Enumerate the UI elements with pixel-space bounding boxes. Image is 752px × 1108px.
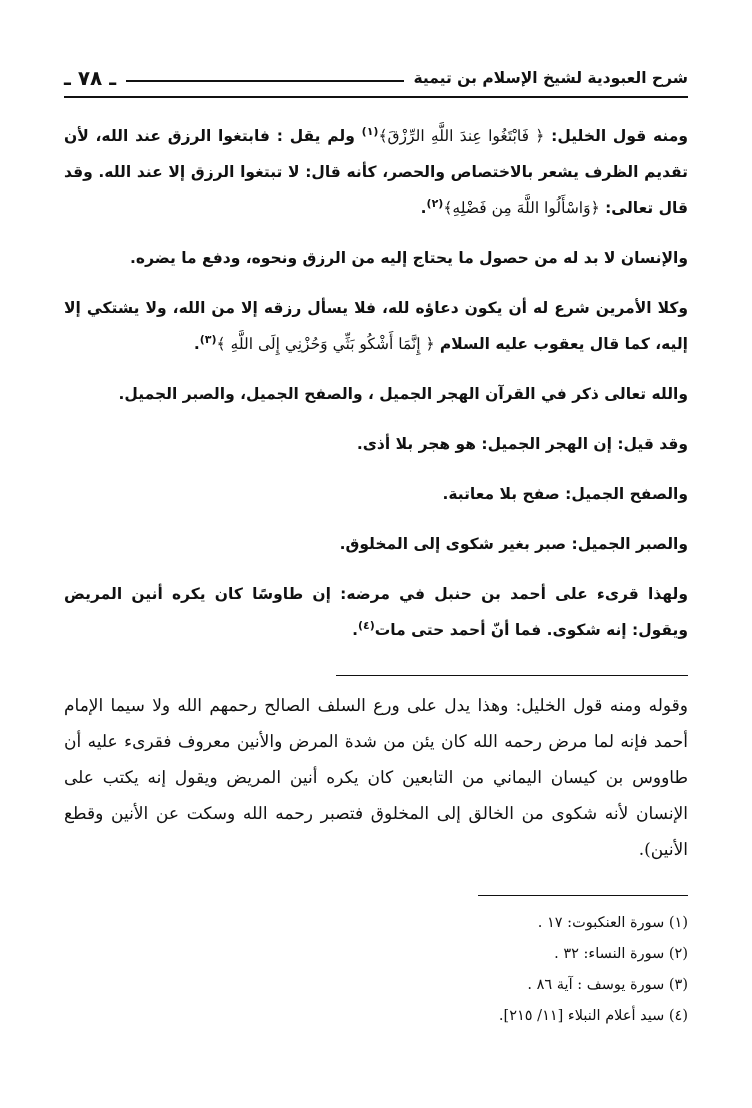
quran-quote: ﴿ فَابْتَغُوا عِندَ اللَّهِ الرِّزْقَ﴾ [378,127,545,145]
header-title: شرح العبودية لشيخ الإسلام بن تيمية [413,69,688,87]
running-header [64,56,688,100]
paragraph-4: والله تعالى ذكر في القرآن الهجر الجميل ، والصفح الجميل، والصبر الجميل. [118,385,688,403]
footnote-ref: (٤) [357,618,375,632]
page-number: ـ ٧٨ ـ [64,66,117,90]
paragraph-5: وقد قيل: إن الهجر الجميل: هو هجر بلا أذى. [356,435,688,453]
quran-quote: ﴿ إِنَّمَا أَشْكُو بَثِّي وَحُزْنِي إِلَى اللَّهِ ﴾ [216,335,435,353]
main-text [64,118,688,662]
quran-quote: ﴿وَاسْأَلُوا اللَّهَ مِن فَضْلِهِ﴾ [443,199,600,217]
commentary-separator [336,675,688,676]
footnote-ref: (١) [361,124,379,138]
paragraph-3: وكلا الأمرين شرع له أن يكون دعاؤه لله، فلا يسأل رزقه إلا من الله، ولا يشتكي إلا إليه، كما قال يعقوب عليه السلام ﴿ إِنَّمَا أَشْكُو بَثِّي وَحُزْنِي إِلَى اللَّهِ ﴾$^{(٣)}$. [64,299,688,353]
commentary-text [64,688,688,868]
footnote-4: (٤) سيد أعلام النبلاء [١١/ ٢١٥]. [498,1008,688,1024]
footnote-1: (١) سورة العنكبوت: ١٧ . [537,915,688,931]
paragraph-7: والصبر الجميل: صبر بغير شكوى إلى المخلوق. [339,535,688,553]
paragraph-8: ولهذا قرىء على أحمد بن حنبل في مرضه: إن طاوسًا كان يكره أنين المريض ويقول: إنه شكوى. فما أنّ أحمد حتى مات$^{(٤)}$. [64,585,688,639]
paragraph-2: والإنسان لا بد له من حصول ما يحتاج إليه من الرزق ونحوه، ودفع ما يضره. [130,249,688,267]
footnotes [64,908,688,1032]
footnote-ref: (٣) [199,332,217,346]
commentary-paragraph: وقوله ومنه قول الخليل: وهذا يدل على ورع السلف الصالح رحمهم الله ولا سيما الإمام أحمد فإنه لما مرض رحمه الله كان يئن من شدة المرض والأنين معروف فقرىء عليه أن طاووس بن كيسان اليماني من التابعين كان يكره أنين المريض ويقول إنه يكتب على الإنسان لأنه شكوى من الخالق إلى المخلوق فتصبر رحمه الله وسكت عن الأنين وقطع الأنين). [64,696,688,860]
footnote-ref: (٢) [426,196,444,210]
header-rule [64,96,688,98]
paragraph-1: ومنه قول الخليل: ﴿ فَابْتَغُوا عِندَ اللَّهِ الرِّزْقَ﴾$^{(١)}$ ولم يقل : فابتغوا الرزق عند الله، لأن تقديم الظرف يشعر بالاختصاص والحصر، كأنه قال: لا تبتغوا الرزق إلا عند الله. وقد قال تعالى: ﴿وَاسْأَلُوا اللَّهَ مِن فَضْلِهِ﴾$^{(٢)}$. [64,124,688,217]
footnote-2: (٢) سورة النساء: ٣٢ . [554,946,688,962]
footnotes-separator [478,895,688,896]
paragraph-6: والصفح الجميل: صفح بلا معاتبة. [442,485,688,503]
header-line [126,80,403,82]
footnote-3: (٣) سورة يوسف : آية ٨٦ . [527,977,688,993]
